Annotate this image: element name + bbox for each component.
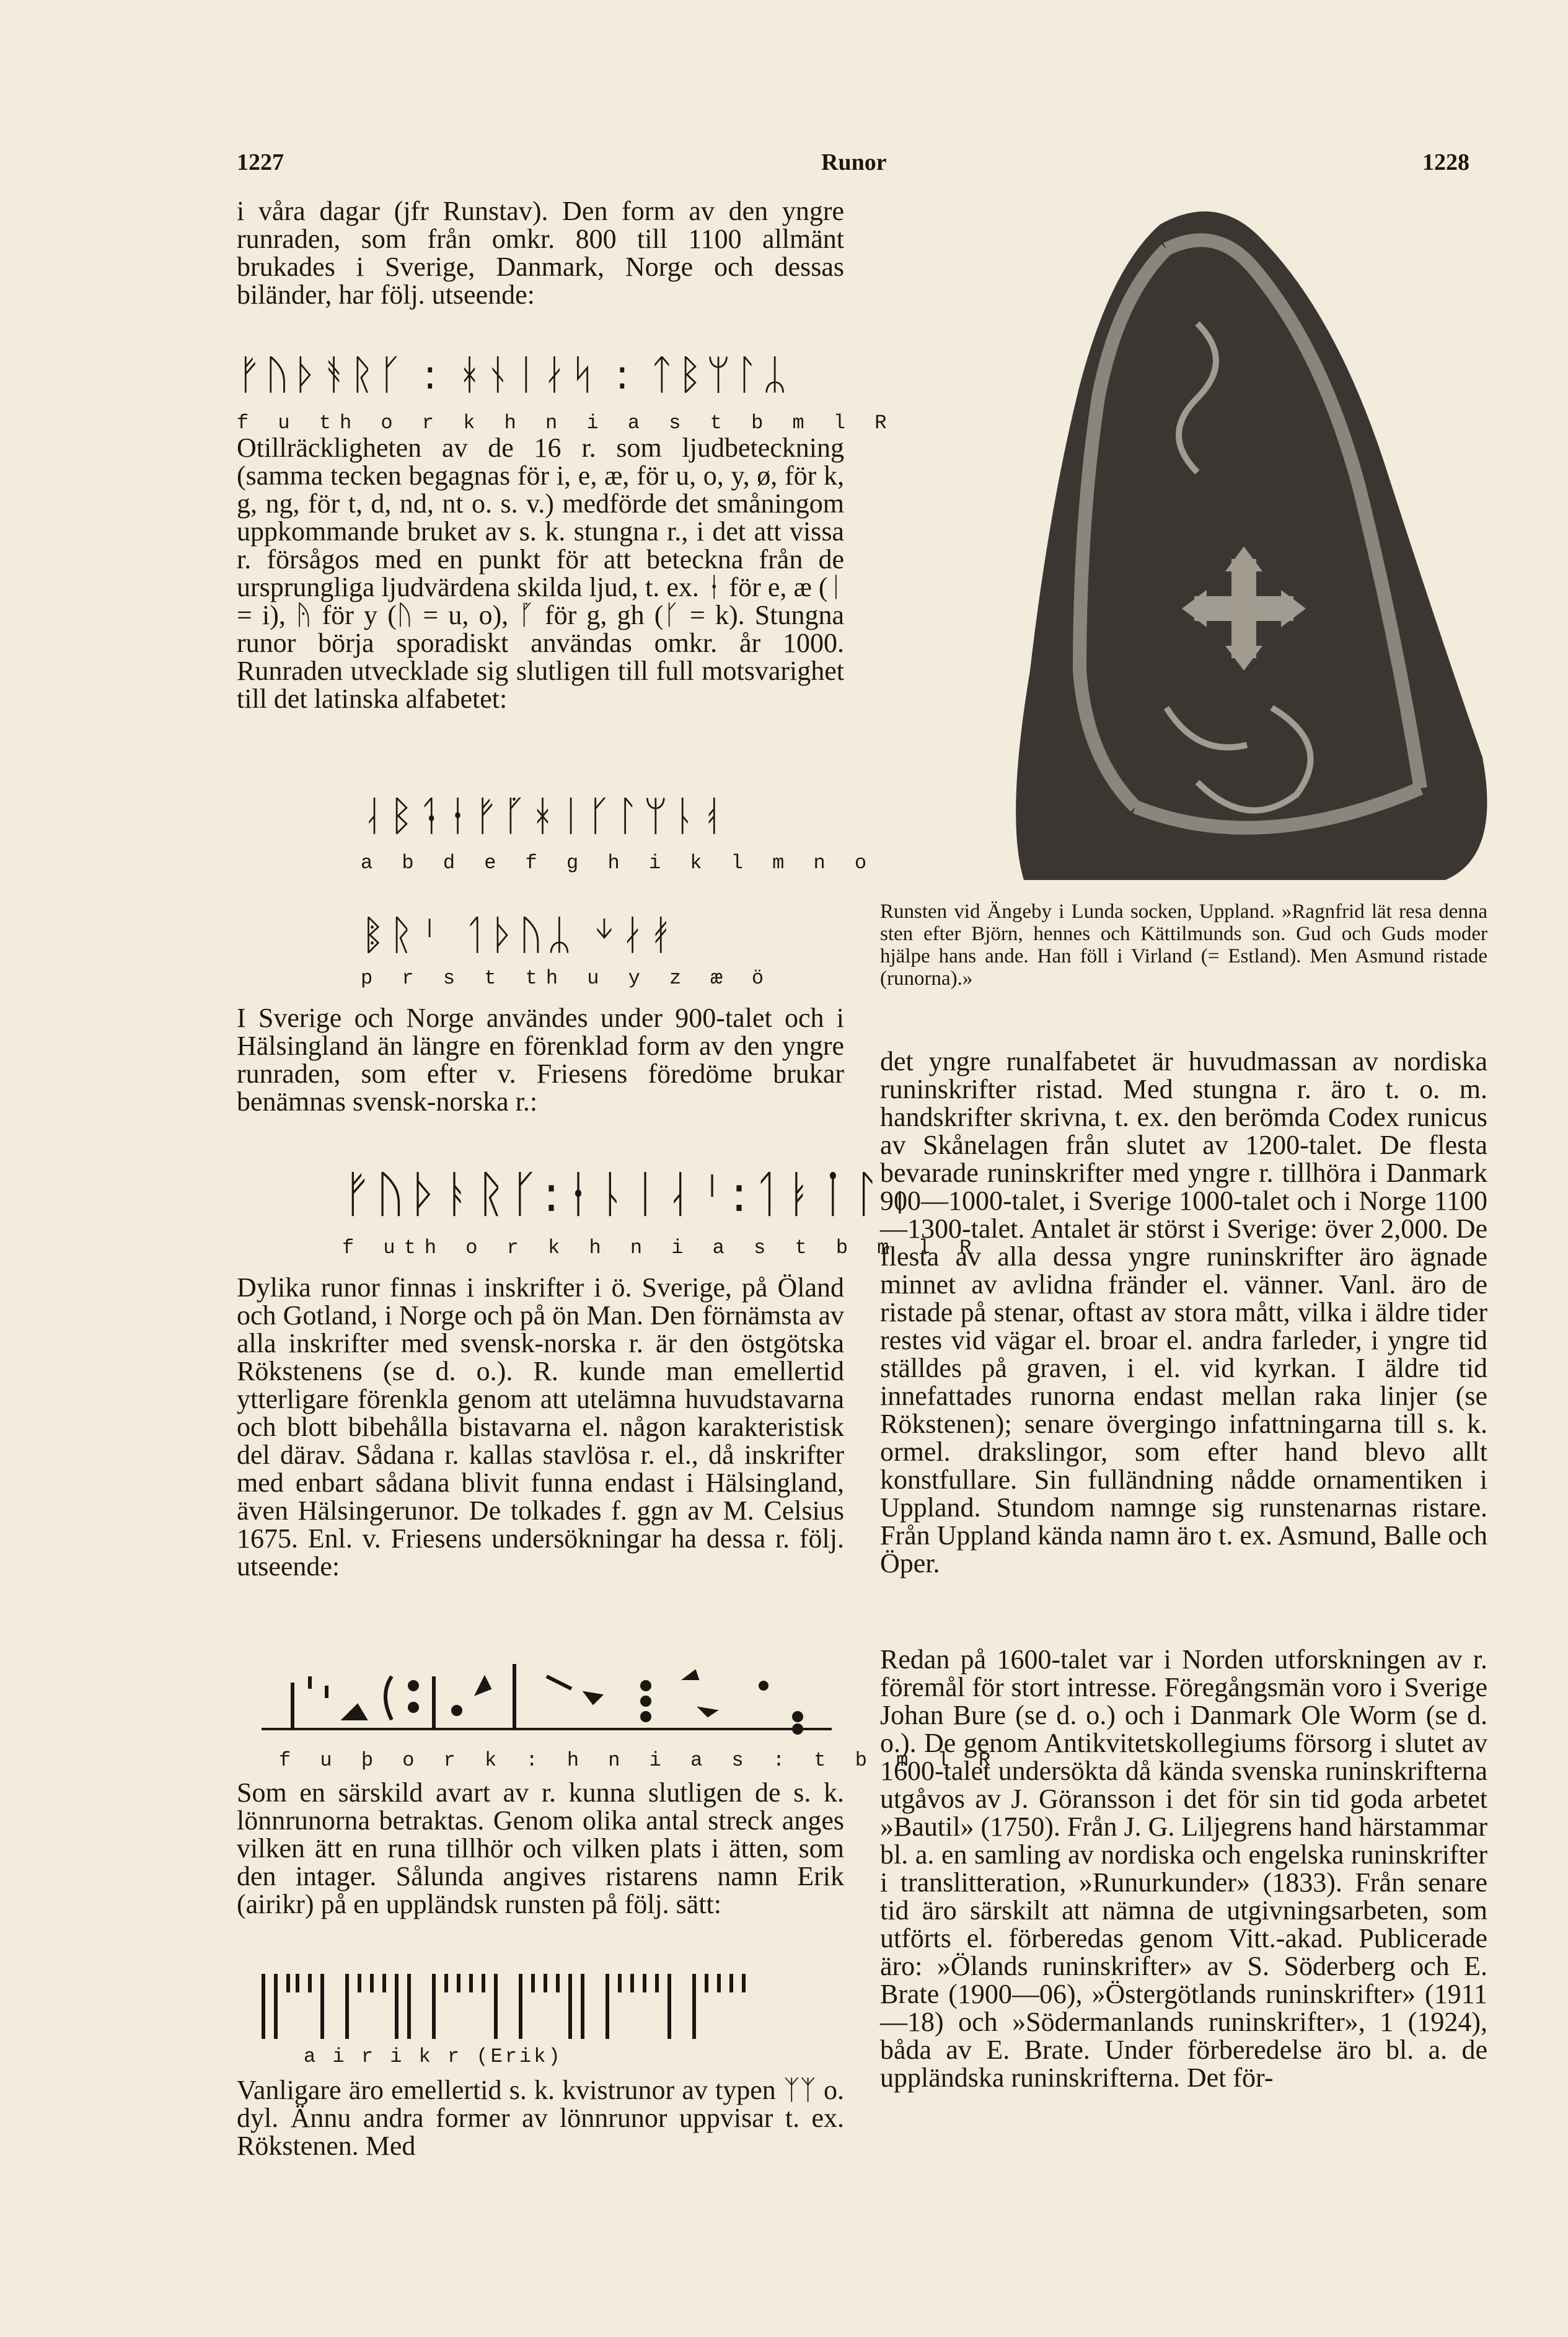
page-number-right: 1228 bbox=[1422, 149, 1469, 175]
left-paragraph-1: i våra dagar (jfr Runstav). Den form av den yngre runraden, som från omkr. 800 till 1100 allmänt brukades i Sverige, Danmark, Norge och dessas biländer, har följ. utseende: bbox=[237, 196, 844, 310]
rune-row-short-twig: ᚠᚢᚦᚭᚱᚴ:ᚽᚿᛁᛆᛌ:ᛐᛓᛙᛚᛧ bbox=[342, 1165, 918, 1223]
cipher-rune-row bbox=[254, 1971, 781, 2045]
staveless-rune-row bbox=[237, 1652, 844, 1745]
image-caption: Runsten vid Ängeby i Lunda socken, Uppland. »Ragnfrid lät resa denna sten efter Björn, hennes och Kättilmunds son. Gud och Guds moder hjälpe hans ande. Han föll i Virland (= Estland). Men Asmund ristade (runorna).» bbox=[880, 900, 1487, 990]
running-title: Runor bbox=[821, 149, 887, 175]
left-paragraph-4: Dylika runor finnas i inskrifter i ö. Sverige, på Öland och Gotland, i Norge och på ön Man. Den förnämsta av alla inskrifter med svensk-norska r. är den östgötska Rökstenens (se d. o.). R. kunde man emellertid ytterligare förenkla genom att utelämna huvudstavarna och blott bibehålla bistavarna el. någon karakteristisk del därav. Sådana r. kallas stavlösa r. el., då inskrifter med enbart sådana blivit funna endast i Hälsingland, även Hälsingerunor. De tolkades f. ggn av M. Celsius 1675. Enl. v. Friesens undersökningar ha dessa r. följ. utseende: bbox=[237, 1272, 844, 1582]
translit-younger: f u th o r k h n i a s t b m l R bbox=[237, 412, 896, 434]
translit-dotted-2: p r s t th u y z æ ö bbox=[361, 967, 773, 990]
left-paragraph-2: Otillräckligheten av de 16 r. som ljudbeteckning (samma tecken begagnas för i, e, æ, för u, o, y, ø, för k, g, ng, för t, d, nd, nt o. s. v.) medförde det småningom uppkommande bruket av s. k. stungna r., i det att vissa r. försågos med en punkt för att beteckna från de ursprungliga ljudvärdena skilda ljud, t. ex. ᛂ för e, æ (ᛁ = i), ᚤ för y (ᚢ = u, o), ᚵ för g, gh (ᚴ = k). Stungna runor börja sporadiskt användas omkr. år 1000. Runraden utvecklade sig slutligen till full motsvarighet till det latinska alfabetet: bbox=[237, 433, 844, 714]
runestone-image bbox=[1011, 200, 1492, 880]
right-paragraph-1: det yngre runalfabetet är huvudmassan av nordiska runinskrifter ristad. Med stungna r. äro t. o. m. handskrifter skrivna, t. ex. den berömda Codex runicus av Skånelagen från slutet av 1200-talet. De flesta bevarade runinskrifter med yngre r. tillhöra i Danmark 900—1000-talet, i Sverige 1000-talet och i Norge 1100—1300-talet. Antalet är störst i Sverige: över 2,000. De flesta av alla dessa yngre runinskrifter äro ägnade minnet av avlidna fränder el. vänner. Vanl. äro de ristade på stenar, oftast av stora mått, vilka i äldre tider restes vid vägar el. broar el. andra farleder, i yngre tid ställdes på graven, i el. vid kyrkan. I äldre tid innefattades runorna endast mellan raka linjer (se Rökstenen); senare övergingo infattningarna till s. k. ormel. drakslingor, som efter hand blevo allt konstfullare. Sin fulländning nådde ornamentiken i Uppland. Stundom namnge sig runstenarnas ristare. Från Uppland kända namn äro t. ex. Asmund, Balle och Öper. bbox=[880, 1046, 1488, 1578]
rune-row-dotted-2: ᛔᚱᛌ ᛐᚦᚢᛦ ᛎᛅᚯ bbox=[361, 911, 677, 959]
left-paragraph-3: I Sverige och Norge användes under 900-talet och i Hälsingland än längre en förenklad form av den yngre runraden, som efter v. Friesens föredöme brukar benämnas svensk-norska r.: bbox=[237, 1003, 844, 1117]
rune-row-dotted-1: ᛆᛒᛑᛂᚠᚵᚼᛁᚴᛚᛘᚿᚮ bbox=[361, 792, 728, 840]
translit-cipher: a i r i k r (Erik) bbox=[304, 2045, 563, 2068]
right-paragraph-2: Redan på 1600-talet var i Norden utforskningen av r. föremål för stort intresse. Föregångsmän voro i Sverige Johan Bure (se d. o.) och i Danmark Ole Worm (se d. o.). De genom Antikvitetskollegiums försorg i slutet av 1600-talet undersökta då kända svenska runinskrifterna utgåvos av J. Göransson i det för sin tid goda arbetet »Bautil» (1750). Från J. G. Liljegrens hand härstammar bl. a. en samling av nordiska och engelska runinskrifter i translitteration, »Runurkunder» (1833). Från senare tid äro särskilt att nämna de utgivningsarbeten, som utförts el. förberedas genom Vitt.-akad. Publicerade äro: »Ölands runinskrifter» av S. Söderberg och E. Brate (1900—06), »Östergötlands runinskrifter» (1911—18) och »Södermanlands runinskrifter», 1 (1924), båda av E. Brate. Under förberedelse äro bl. a. de uppländska runinskrifterna. Det för- bbox=[880, 1644, 1488, 2093]
translit-dotted-1: a b d e f g h i k l m n o bbox=[361, 852, 876, 874]
translit-short-twig: f uth o r k h n i a s t b m l R bbox=[342, 1236, 980, 1259]
translit-staveless: f u þ o r k : h n i a s : t b m l R bbox=[279, 1749, 1000, 1772]
left-paragraph-5: Som en särskild avart av r. kunna slutligen de s. k. lönnrunorna betraktas. Genom olika antal streck anges vilken ätt en runa tillhör och vilken plats i ätten, som den intager. Sålunda angives ristarens namn Erik (airikr) på en uppländsk runsten på följ. sätt: bbox=[237, 1777, 844, 1919]
left-paragraph-6: Vanligare äro emellertid s. k. kvistrunor av typen ᛉᛉ o. dyl. Ännu andra former av lönnrunor uppvisar t. ex. Rökstenen. Med bbox=[237, 2075, 844, 2161]
rune-row-younger: ᚠᚢᚦᚬᚱᚴ : ᚼᚾᛁᛅᛋ : ᛏᛒᛘᛚᛦ bbox=[237, 351, 791, 398]
page-number-left: 1227 bbox=[237, 149, 284, 175]
